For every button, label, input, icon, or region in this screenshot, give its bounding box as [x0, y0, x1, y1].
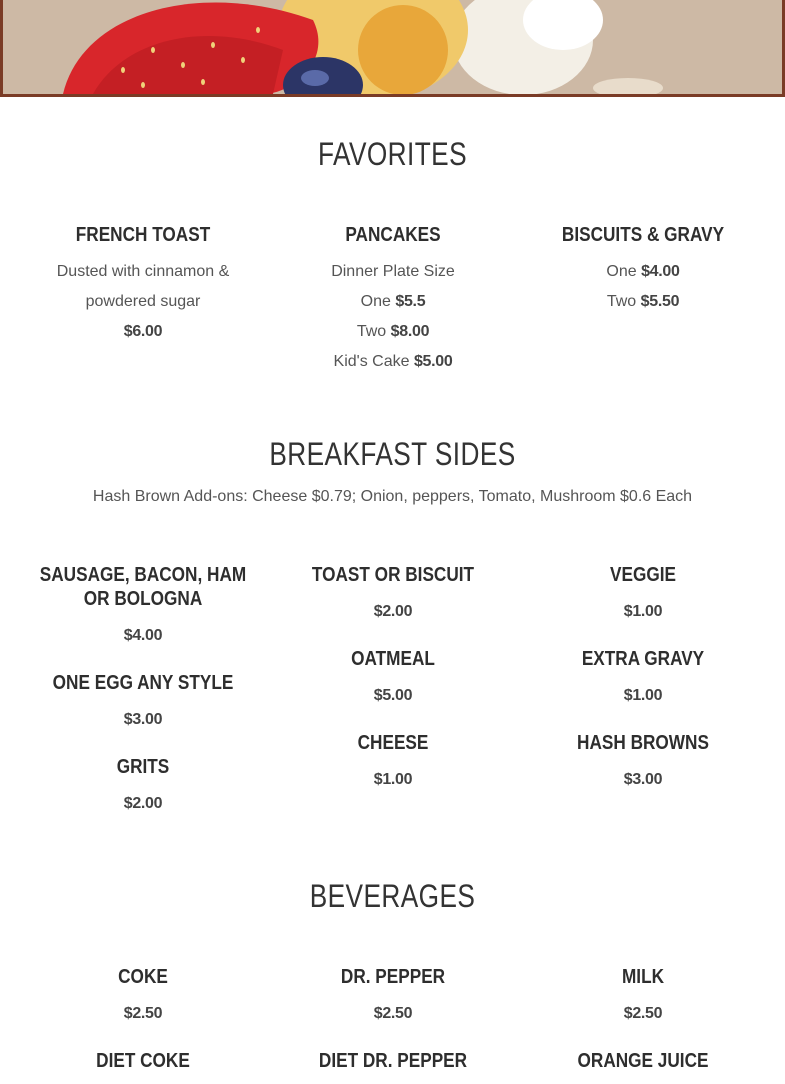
- menu-item-name: ORANGE JUICE: [577, 1050, 709, 1072]
- menu-item-description: Dusted with cinnamon &: [56, 263, 230, 280]
- menu-item-name: FRENCH TOAST: [75, 224, 211, 246]
- menu-item-name: DIET COKE: [96, 1050, 190, 1072]
- favorites-heading: FAVORITES: [317, 136, 468, 172]
- menu-item-price-line: One $4.00: [606, 263, 680, 280]
- menu-item-price: $1.00: [623, 687, 663, 704]
- food-photo-illustration: [3, 0, 785, 94]
- menu-item-name: BISCUITS & GRAVY: [561, 224, 725, 246]
- menu-item-name: COKE: [118, 966, 168, 988]
- menu-item-price: $2.50: [123, 1005, 163, 1022]
- menu-item-price: $2.00: [373, 603, 413, 620]
- menu-item-price-line: Two $8.00: [356, 323, 430, 340]
- menu-item-name: ONE EGG ANY STYLE: [52, 672, 234, 694]
- hash-brown-addons-note: Hash Brown Add-ons: Cheese $0.79; Onion, peppers, Tomato, Mushroom $0.6 Each: [92, 488, 693, 505]
- menu-item-price: $2.50: [623, 1005, 663, 1022]
- menu-item-price-line: One $5.5: [360, 293, 426, 310]
- menu-item-name: DIET DR. PEPPER: [318, 1050, 468, 1072]
- hero-food-image: [0, 0, 785, 97]
- menu-item-price: $2.00: [123, 795, 163, 812]
- menu-item-price: $1.00: [623, 603, 663, 620]
- menu-item-price: $1.00: [373, 771, 413, 788]
- menu-item-description: Dinner Plate Size: [331, 263, 455, 280]
- menu-item-name: CHEESE: [357, 732, 429, 754]
- menu-item-name: HASH BROWNS: [577, 732, 709, 754]
- menu-item-name: VEGGIE: [610, 564, 676, 586]
- menu-item-price: $3.00: [623, 771, 663, 788]
- menu-item-name: OATMEAL: [351, 648, 435, 670]
- menu-item-price-line: Kid's Cake $5.00: [333, 353, 453, 370]
- menu-item-description: powdered sugar: [85, 293, 201, 310]
- menu-item-name: MILK: [621, 966, 665, 988]
- menu-item-name: GRITS: [116, 756, 170, 778]
- menu-item-price: $5.00: [373, 687, 413, 704]
- menu-item-name: EXTRA GRAVY: [581, 648, 705, 670]
- menu-item-name: TOAST OR BISCUIT: [311, 564, 475, 586]
- breakfast-sides-heading: BREAKFAST SIDES: [269, 436, 516, 472]
- menu-item-price: $4.00: [123, 627, 163, 644]
- menu-item-name: SAUSAGE, BACON, HAM OR BOLOGNA: [39, 564, 247, 610]
- menu-item-price: $2.50: [373, 1005, 413, 1022]
- menu-item-name: DR. PEPPER: [340, 966, 446, 988]
- menu-item-price: $6.00: [123, 323, 163, 340]
- beverages-heading: BEVERAGES: [309, 878, 476, 914]
- menu-item-price-line: Two $5.50: [606, 293, 680, 310]
- menu-item-price: $3.00: [123, 711, 163, 728]
- menu-item-name: PANCAKES: [345, 224, 441, 246]
